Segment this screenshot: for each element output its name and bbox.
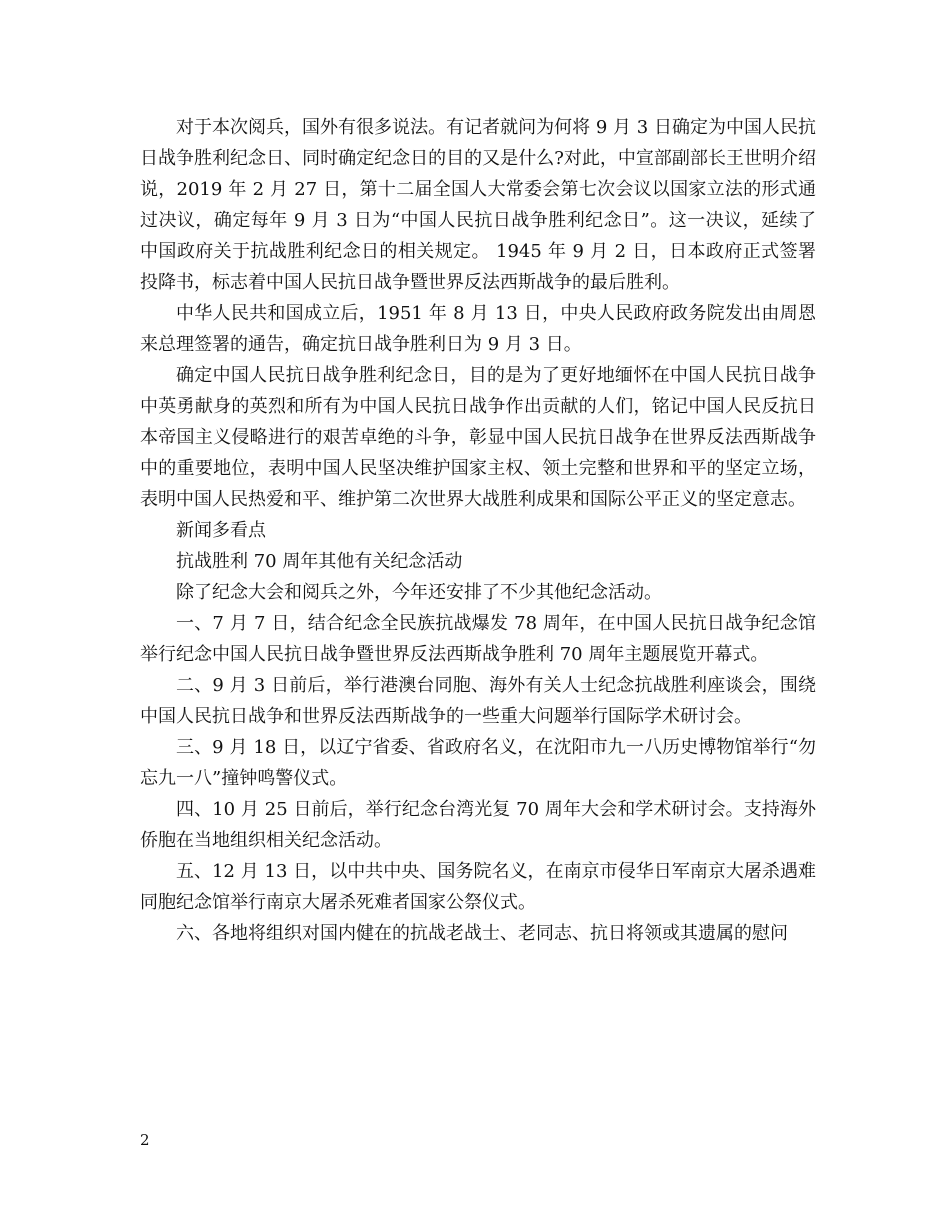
section-heading-news: 新闻多看点 xyxy=(176,520,266,541)
paragraph-parade-explanation: 对于本次阅兵，国外有很多说法。有记者就问为何将 9 月 3 日确定为中国人民抗日战争胜利纪念日、同时确定纪念日的目的又是什么?对此，中宣部副部长王世明介绍说，2019 年 2 月 27 日，第十二届全国人大常委会第七次会议以国家立法的形式通过决议，确定每年 9 月 3 日为“中国人民抗日战争胜利纪念日”。这一决议，延续了中国政府关于抗战胜利纪念日的相关规定。 1945 年 9 月 2 日，日本政府正式签署投降书，标志着中国人民抗日战争暨世界反法西斯战争的最后胜利。 xyxy=(140,117,816,293)
paragraph-prc-founding: 中华人民共和国成立后，1951 年 8 月 13 日，中央人民政府政务院发出由周恩来总理签署的通告，确定抗日战争胜利日为 9 月 3 日。 xyxy=(140,303,816,355)
document-body xyxy=(140,112,816,949)
list-item-activity-3: 三、9 月 18 日，以辽宁省委、省政府名义，在沈阳市九一八历史博物馆举行“勿忘九一八”撞钟鸣警仪式。 xyxy=(140,737,816,789)
list-item-activity-1: 一、7 月 7 日，结合纪念全民族抗战爆发 78 周年，在中国人民抗日战争纪念馆举行纪念中国人民抗日战争暨世界反法西斯战争胜利 70 周年主题展览开幕式。 xyxy=(140,613,816,665)
paragraph-intro-activities: 除了纪念大会和阅兵之外，今年还安排了不少其他纪念活动。 xyxy=(176,582,662,603)
page-number: 2 xyxy=(140,1131,150,1149)
paragraph-purpose: 确定中国人民抗日战争胜利纪念日，目的是为了更好地缅怀在中国人民抗日战争中英勇献身的英烈和所有为中国人民抗日战争作出贡献的人们，铭记中国人民反抗日本帝国主义侵略进行的艰苦卓绝的斗争，彰显中国人民抗日战争在世界反法西斯战争中的重要地位，表明中国人民坚决维护国家主权、领土完整和世界和平的坚定立场，表明中国人民热爱和平、维护第二次世界大战胜利成果和国际公平正义的坚定意志。 xyxy=(140,365,816,510)
list-item-activity-2: 二、9 月 3 日前后，举行港澳台同胞、海外有关人士纪念抗战胜利座谈会，围绕中国人民抗日战争和世界反法西斯战争的一些重大问题举行国际学术研讨会。 xyxy=(140,675,816,727)
list-item-activity-5: 五、12 月 13 日，以中共中央、国务院名义，在南京市侵华日军南京大屠杀遇难同胞纪念馆举行南京大屠杀死难者国家公祭仪式。 xyxy=(140,861,816,913)
list-item-activity-6: 六、各地将组织对国内健在的抗战老战士、老同志、抗日将领或其遗属的慰问 xyxy=(176,923,788,944)
list-item-activity-4: 四、10 月 25 日前后，举行纪念台湾光复 70 周年大会和学术研讨会。支持海外侨胞在当地组织相关纪念活动。 xyxy=(140,799,816,851)
section-heading-activities: 抗战胜利 70 周年其他有关纪念活动 xyxy=(176,551,463,572)
